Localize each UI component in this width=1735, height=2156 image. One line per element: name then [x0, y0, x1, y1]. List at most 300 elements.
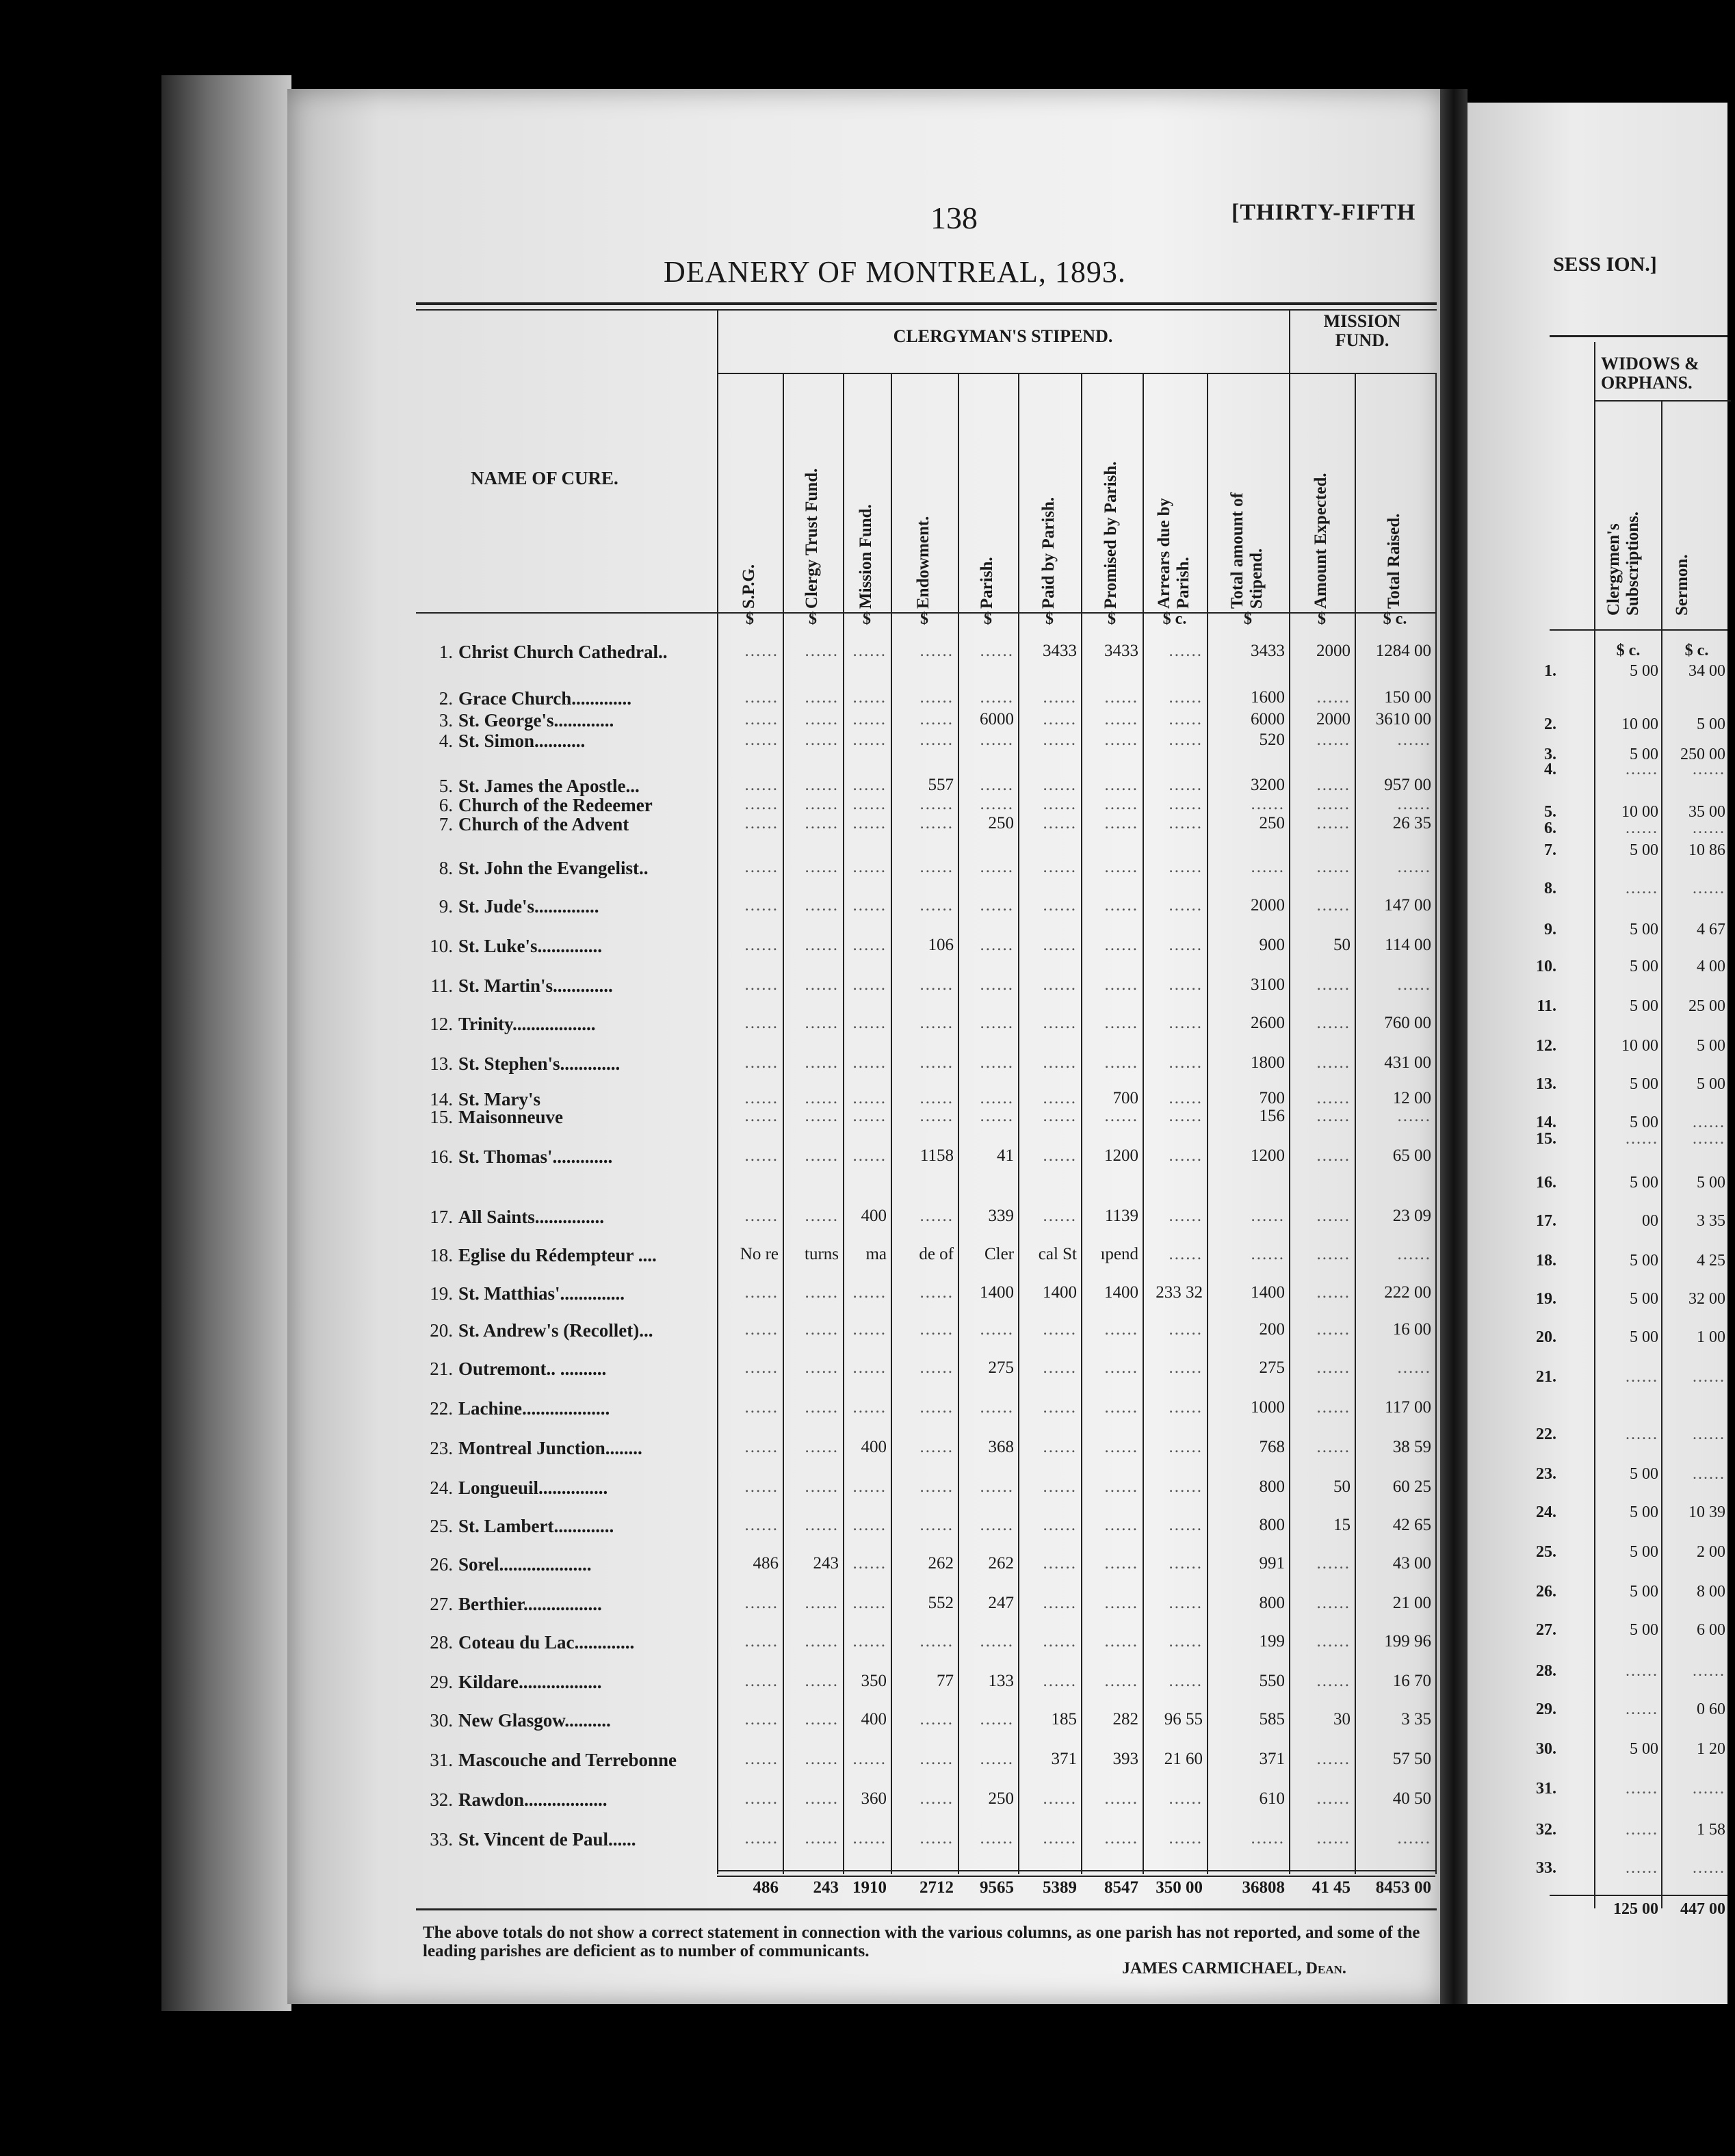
- cell-promised_by_parish: ......: [1104, 1320, 1138, 1339]
- cure-name: Mascouche and Terrebonne: [458, 1750, 677, 1770]
- cell-arrears: ......: [1169, 1477, 1203, 1496]
- column-header-total_raised: Total Raised.: [1385, 513, 1403, 609]
- rp-cell-subscriptions: ......: [1626, 1859, 1658, 1877]
- rp-row-number: 6.: [1544, 819, 1556, 837]
- cell-spg: ......: [744, 1107, 779, 1125]
- column-rule-1: [783, 373, 784, 1874]
- cell-endowment: 77: [937, 1672, 954, 1690]
- total-total_raised: 8453 00: [1375, 1878, 1431, 1897]
- cell-total_stipend: 371: [1259, 1750, 1285, 1768]
- cell-arrears: ......: [1169, 975, 1203, 994]
- cell-mission_fund: ......: [852, 731, 887, 749]
- cell-parish: ......: [980, 1710, 1014, 1728]
- rp-row-number: 27.: [1536, 1621, 1556, 1639]
- cell-clergy_trust: ......: [805, 1358, 839, 1377]
- cell-paid_by_parish: ......: [1043, 1594, 1077, 1612]
- row-number: 28.: [430, 1632, 453, 1653]
- cell-mission_fund: ......: [852, 1594, 887, 1612]
- unit-endowment: $: [920, 610, 928, 628]
- cell-total_stipend: 520: [1259, 731, 1285, 749]
- cell-amount_expected: ......: [1316, 1438, 1351, 1456]
- rp-cell-subscriptions: ......: [1626, 1425, 1658, 1443]
- cell-total_raised: ......: [1397, 731, 1431, 749]
- cell-total_stipend: 199: [1259, 1632, 1285, 1651]
- cell-total_raised: 3610 00: [1375, 710, 1431, 728]
- cell-paid_by_parish: ......: [1043, 731, 1077, 749]
- rp-row-number: 28.: [1536, 1662, 1556, 1680]
- row-number: 14.: [430, 1089, 453, 1109]
- cell-total_stipend: 1600: [1251, 688, 1285, 707]
- cell-paid_by_parish: ......: [1043, 1358, 1077, 1377]
- rp-cell-subscriptions: ......: [1626, 1780, 1658, 1798]
- row-label: [423, 1554, 592, 1575]
- cell-endowment: ......: [919, 1710, 954, 1728]
- cell-clergy_trust: ......: [805, 1107, 839, 1125]
- cell-parish: ......: [980, 936, 1014, 954]
- cell-promised_by_parish: ıpend: [1100, 1245, 1138, 1263]
- cell-total_raised: 147 00: [1384, 896, 1431, 915]
- cell-amount_expected: ......: [1316, 1750, 1351, 1768]
- cell-spg: ......: [744, 1089, 779, 1107]
- row-number: 33.: [430, 1829, 453, 1850]
- cell-endowment: ......: [919, 688, 954, 707]
- cell-spg: ......: [744, 1320, 779, 1339]
- column-header-promised_by_parish: Promised by Parish.: [1101, 461, 1120, 609]
- cell-paid_by_parish: ......: [1043, 896, 1077, 915]
- cell-parish: 250: [988, 814, 1014, 832]
- signature: JAMES CARMICHAEL, Dean.: [1122, 1960, 1346, 1977]
- rp-row-number: 1.: [1544, 662, 1556, 680]
- cell-total_stipend: 275: [1259, 1358, 1285, 1377]
- rp-cell-sermon: 5 00: [1697, 715, 1725, 733]
- rp-row-number: 5.: [1544, 803, 1556, 821]
- rp-cell-sermon: ......: [1693, 1425, 1725, 1443]
- row-number: 20.: [430, 1320, 453, 1341]
- cell-spg: ......: [744, 710, 779, 728]
- cell-promised_by_parish: ......: [1104, 1107, 1138, 1125]
- cell-endowment: ......: [919, 975, 954, 994]
- cell-endowment: ......: [919, 858, 954, 876]
- cell-endowment: ......: [919, 1320, 954, 1339]
- rp-row-number: 8.: [1544, 880, 1556, 897]
- cell-total_stipend: 3433: [1251, 642, 1285, 660]
- column-header-spg: S.P.G.: [740, 564, 758, 609]
- cell-clergy_trust: ......: [805, 776, 839, 794]
- cell-amount_expected: ......: [1316, 776, 1351, 794]
- cure-name: All Saints...............: [458, 1207, 605, 1227]
- cell-clergy_trust: ......: [805, 731, 839, 749]
- rp-cell-sermon: ......: [1693, 1662, 1725, 1680]
- rp-cell-subscriptions: 5 00: [1630, 1503, 1658, 1521]
- cure-name: Montreal Junction........: [458, 1438, 642, 1458]
- cell-total_stipend: ......: [1251, 858, 1285, 876]
- cell-total_stipend: 2000: [1251, 896, 1285, 915]
- row-number: 25.: [430, 1516, 453, 1536]
- cell-clergy_trust: ......: [805, 1089, 839, 1107]
- rp-cell-sermon: 4 00: [1697, 958, 1725, 975]
- rp-cell-subscriptions: 5 00: [1630, 1174, 1658, 1192]
- total-total_stipend: 36808: [1242, 1878, 1285, 1897]
- rp-column-header-1: Sermon.: [1673, 554, 1691, 616]
- cure-name: St. Mary's: [458, 1089, 540, 1109]
- row-number: 24.: [430, 1477, 453, 1498]
- row-label: [423, 1750, 677, 1771]
- cell-total_raised: 1284 00: [1375, 642, 1431, 660]
- cell-total_stipend: 250: [1259, 814, 1285, 832]
- rp-cell-sermon: 35 00: [1688, 803, 1725, 821]
- cure-name: St. Vincent de Paul......: [458, 1829, 636, 1850]
- cell-total_raised: 760 00: [1384, 1014, 1431, 1032]
- session-label-left: [THIRTY-FIFTH: [1231, 200, 1416, 225]
- cell-endowment: ......: [919, 1107, 954, 1125]
- row-number: 1.: [439, 642, 453, 662]
- rp-row-number: 26.: [1536, 1583, 1556, 1601]
- cell-spg: ......: [744, 1710, 779, 1728]
- name-of-cure-header: NAME OF CURE.: [471, 468, 618, 488]
- cell-total_raised: 957 00: [1384, 776, 1431, 794]
- cell-clergy_trust: ......: [805, 1632, 839, 1651]
- rp-cell-subscriptions: ......: [1626, 1130, 1658, 1148]
- total-amount_expected: 41 45: [1312, 1878, 1351, 1897]
- cell-clergy_trust: ......: [805, 814, 839, 832]
- cell-endowment: ......: [919, 1477, 954, 1496]
- cell-clergy_trust: ......: [805, 1829, 839, 1848]
- cell-total_stipend: 610: [1259, 1789, 1285, 1808]
- rp-row-number: 24.: [1536, 1503, 1556, 1521]
- rp-cell-sermon: ......: [1693, 819, 1725, 837]
- cell-mission_fund: ......: [852, 1398, 887, 1417]
- row-number: 26.: [430, 1554, 453, 1575]
- cell-arrears: ......: [1169, 1358, 1203, 1377]
- cell-endowment: de of: [919, 1245, 954, 1263]
- row-label: [423, 896, 599, 917]
- rp-cell-subscriptions: ......: [1626, 1662, 1658, 1680]
- cell-spg: ......: [744, 1594, 779, 1612]
- column-rule-0: [717, 311, 718, 1874]
- total-clergy_trust: 243: [813, 1878, 839, 1897]
- cell-parish: 6000: [980, 710, 1014, 728]
- cell-endowment: ......: [919, 1516, 954, 1534]
- rp-cell-sermon: 5 00: [1697, 1037, 1725, 1055]
- rp-row-number: 18.: [1536, 1252, 1556, 1270]
- cell-arrears: ......: [1169, 731, 1203, 749]
- cell-total_stipend: ......: [1251, 1207, 1285, 1225]
- rp-col-rule-1: [1594, 342, 1595, 1908]
- cell-mission_fund: ......: [852, 814, 887, 832]
- cell-arrears: ......: [1169, 814, 1203, 832]
- group-label-widows-orphans: WIDOWS & ORPHANS.: [1601, 354, 1699, 393]
- cell-clergy_trust: ......: [805, 1146, 839, 1165]
- rp-row-number: 15.: [1536, 1130, 1556, 1148]
- cell-parish: ......: [980, 1320, 1014, 1339]
- cell-paid_by_parish: ......: [1043, 1207, 1077, 1225]
- unit-mission_fund: $: [863, 610, 871, 628]
- cell-promised_by_parish: ......: [1104, 1398, 1138, 1417]
- cell-spg: ......: [744, 1789, 779, 1808]
- rp-cell-sermon: 3 35: [1697, 1212, 1725, 1230]
- cell-paid_by_parish: ......: [1043, 975, 1077, 994]
- row-label: [423, 1207, 604, 1228]
- cell-clergy_trust: ......: [805, 1320, 839, 1339]
- cell-parish: ......: [980, 1398, 1014, 1417]
- cell-total_stipend: 550: [1259, 1672, 1285, 1690]
- cell-paid_by_parish: ......: [1043, 1107, 1077, 1125]
- cell-spg: ......: [744, 1672, 779, 1690]
- cell-arrears: ......: [1169, 1632, 1203, 1651]
- page-number: 138: [930, 200, 978, 235]
- cell-promised_by_parish: ......: [1104, 858, 1138, 876]
- cell-arrears: ......: [1169, 1594, 1203, 1612]
- cell-parish: ......: [980, 1632, 1014, 1651]
- cell-amount_expected: ......: [1316, 1014, 1351, 1032]
- rp-cell-subscriptions: 5 00: [1630, 1290, 1658, 1308]
- cell-spg: ......: [744, 1283, 779, 1302]
- row-label: [423, 1789, 608, 1811]
- cell-clergy_trust: ......: [805, 688, 839, 707]
- totals-rule-2: [717, 1876, 1435, 1877]
- cell-total_raised: ......: [1397, 1107, 1431, 1125]
- cell-amount_expected: ......: [1316, 1146, 1351, 1165]
- rp-row-number: 21.: [1536, 1368, 1556, 1386]
- rp-cell-subscriptions: ......: [1626, 1700, 1658, 1718]
- cell-amount_expected: ......: [1316, 814, 1351, 832]
- cell-parish: ......: [980, 731, 1014, 749]
- row-number: 3.: [439, 710, 453, 731]
- cure-name: Coteau du Lac.............: [458, 1632, 635, 1653]
- cell-total_raised: 60 25: [1392, 1477, 1431, 1496]
- rp-cell-subscriptions: 5 00: [1630, 1740, 1658, 1758]
- rp-row-number: 22.: [1536, 1425, 1556, 1443]
- cell-total_raised: 16 70: [1392, 1672, 1431, 1690]
- totals-rule-1: [717, 1870, 1435, 1871]
- cell-parish: Cler: [984, 1245, 1014, 1263]
- row-number: 21.: [430, 1358, 453, 1379]
- cell-parish: 1400: [980, 1283, 1014, 1302]
- cell-arrears: ......: [1169, 710, 1203, 728]
- cell-promised_by_parish: 1139: [1104, 1207, 1138, 1225]
- rp-row-number: 10.: [1536, 958, 1556, 975]
- column-rule-2: [843, 373, 844, 1874]
- cell-spg: ......: [744, 814, 779, 832]
- cell-spg: ......: [744, 731, 779, 749]
- rp-cell-sermon: ......: [1693, 1130, 1725, 1148]
- cell-promised_by_parish: 1400: [1104, 1283, 1138, 1302]
- cell-arrears: ......: [1169, 642, 1203, 660]
- total-parish: 9565: [980, 1878, 1014, 1897]
- row-label: [423, 814, 629, 835]
- row-label: [423, 1358, 606, 1380]
- cure-name: St. Thomas'.............: [458, 1146, 613, 1167]
- rp-cell-sermon: 250 00: [1680, 746, 1725, 763]
- cell-paid_by_parish: ......: [1043, 1438, 1077, 1456]
- rp-cell-sermon: 10 39: [1688, 1503, 1725, 1521]
- cell-endowment: ......: [919, 1358, 954, 1377]
- cell-promised_by_parish: ......: [1104, 814, 1138, 832]
- row-number: 23.: [430, 1438, 453, 1458]
- cell-amount_expected: ......: [1316, 896, 1351, 915]
- unit-paid_by_parish: $: [1045, 610, 1054, 628]
- cell-paid_by_parish: ......: [1043, 858, 1077, 876]
- rp-total-sermon: 447 00: [1680, 1900, 1725, 1918]
- cell-clergy_trust: ......: [805, 1207, 839, 1225]
- cell-total_raised: 26 35: [1392, 814, 1431, 832]
- cell-endowment: ......: [919, 710, 954, 728]
- cell-parish: ......: [980, 776, 1014, 794]
- row-label: [423, 975, 613, 997]
- cell-mission_fund: 400: [861, 1438, 887, 1456]
- rp-cell-sermon: 32 00: [1688, 1290, 1725, 1308]
- cure-name: St. James the Apostle...: [458, 776, 640, 796]
- cell-amount_expected: ......: [1316, 1053, 1351, 1072]
- column-header-amount_expected: Amount Expected.: [1312, 473, 1330, 609]
- cell-mission_fund: ......: [852, 1516, 887, 1534]
- rp-group-underline: [1594, 400, 1731, 402]
- cell-total_raised: ......: [1397, 975, 1431, 994]
- cell-promised_by_parish: 393: [1112, 1750, 1138, 1768]
- cure-name: St. Simon...........: [458, 731, 586, 751]
- unit-clergy_trust: $: [809, 610, 817, 628]
- rp-row-number: 16.: [1536, 1174, 1556, 1192]
- unit-amount_expected: $: [1318, 610, 1326, 628]
- cell-promised_by_parish: ......: [1104, 1632, 1138, 1651]
- cell-paid_by_parish: ......: [1043, 776, 1077, 794]
- cell-parish: ......: [980, 975, 1014, 994]
- cell-arrears: ......: [1169, 688, 1203, 707]
- cell-mission_fund: ......: [852, 1554, 887, 1573]
- unit-total_raised: $ c.: [1383, 610, 1407, 628]
- totals-bottom-rule: [416, 1908, 1437, 1910]
- cell-total_raised: 12 00: [1392, 1089, 1431, 1107]
- cell-amount_expected: ......: [1316, 731, 1351, 749]
- cell-mission_fund: ......: [852, 1107, 887, 1125]
- rp-cell-sermon: 8 00: [1697, 1583, 1725, 1601]
- cell-amount_expected: 2000: [1316, 642, 1351, 660]
- cell-mission_fund: ......: [852, 710, 887, 728]
- row-number: 31.: [430, 1750, 453, 1770]
- cell-clergy_trust: ......: [805, 1438, 839, 1456]
- cell-endowment: ......: [919, 1789, 954, 1808]
- cell-total_raised: 199 96: [1384, 1632, 1431, 1651]
- rp-cell-sermon: ......: [1693, 1114, 1725, 1131]
- row-label: [423, 1672, 602, 1693]
- rp-row-number: 11.: [1537, 997, 1556, 1015]
- cell-mission_fund: ......: [852, 1632, 887, 1651]
- cell-mission_fund: ......: [852, 642, 887, 660]
- rp-cell-sermon: ......: [1693, 880, 1725, 897]
- unit-total_stipend: $: [1244, 610, 1252, 628]
- rp-total-subscriptions: 125 00: [1613, 1900, 1658, 1918]
- cell-clergy_trust: ......: [805, 1750, 839, 1768]
- cell-parish: ......: [980, 688, 1014, 707]
- cell-total_raised: 117 00: [1385, 1398, 1431, 1417]
- rp-cell-subscriptions: ......: [1626, 1368, 1658, 1386]
- rp-row-number: 23.: [1536, 1465, 1556, 1483]
- row-label: [423, 1320, 653, 1341]
- cell-arrears: ......: [1169, 1245, 1203, 1263]
- cure-name: Outremont.. ..........: [458, 1358, 607, 1379]
- rp-col-rule-2: [1661, 400, 1662, 1908]
- cell-amount_expected: ......: [1316, 1789, 1351, 1808]
- cure-name: Sorel....................: [458, 1554, 592, 1575]
- cell-promised_by_parish: ......: [1104, 1358, 1138, 1377]
- cell-endowment: 262: [928, 1554, 954, 1573]
- cell-paid_by_parish: ......: [1043, 1789, 1077, 1808]
- cure-name: St. Stephen's.............: [458, 1053, 621, 1074]
- cell-paid_by_parish: ......: [1043, 1398, 1077, 1417]
- cell-total_raised: ......: [1397, 1358, 1431, 1377]
- group-label-clergy-stipend: CLERGYMAN'S STIPEND.: [893, 326, 1113, 346]
- cell-mission_fund: ......: [852, 1089, 887, 1107]
- column-rule-5: [1018, 373, 1019, 1874]
- cell-arrears: 233 32: [1156, 1283, 1203, 1302]
- rp-row-number: 4.: [1544, 761, 1556, 778]
- rp-cell-sermon: 5 00: [1697, 1174, 1725, 1192]
- rp-cell-sermon: ......: [1693, 761, 1725, 778]
- cell-parish: ......: [980, 642, 1014, 660]
- cure-name: New Glasgow..........: [458, 1710, 611, 1731]
- rp-row-number: 32.: [1536, 1821, 1556, 1839]
- cell-amount_expected: 30: [1333, 1710, 1351, 1728]
- row-number: 5.: [439, 776, 453, 796]
- cell-clergy_trust: ......: [805, 1710, 839, 1728]
- rp-cell-subscriptions: 5 00: [1630, 841, 1658, 859]
- rp-cell-subscriptions: 5 00: [1630, 1621, 1658, 1639]
- cell-total_raised: 431 00: [1384, 1053, 1431, 1072]
- rp-cell-subscriptions: 5 00: [1630, 1075, 1658, 1093]
- cell-spg: ......: [744, 936, 779, 954]
- cell-endowment: ......: [919, 795, 954, 813]
- row-label: [423, 1398, 610, 1419]
- cell-promised_by_parish: 1200: [1104, 1146, 1138, 1165]
- row-label: [423, 1516, 614, 1537]
- cell-arrears: 21 60: [1164, 1750, 1203, 1768]
- column-rule-8: [1207, 373, 1208, 1874]
- cell-clergy_trust: ......: [805, 1398, 839, 1417]
- cell-total_stipend: 585: [1259, 1710, 1285, 1728]
- row-label: [423, 936, 602, 957]
- cell-total_stipend: 1200: [1251, 1146, 1285, 1165]
- cell-mission_fund: ......: [852, 1283, 887, 1302]
- cure-name: St. Martin's.............: [458, 975, 613, 996]
- cell-clergy_trust: ......: [805, 1789, 839, 1808]
- unit-parish: $: [984, 610, 992, 628]
- cell-parish: 133: [988, 1672, 1014, 1690]
- cell-clergy_trust: 243: [813, 1554, 839, 1573]
- cell-total_stipend: 1800: [1251, 1053, 1285, 1072]
- rp-unit-1: $ c.: [1684, 642, 1709, 659]
- row-number: 7.: [439, 814, 453, 834]
- cell-total_raised: 23 09: [1392, 1207, 1431, 1225]
- cell-arrears: ......: [1169, 776, 1203, 794]
- cure-name: St. Matthias'..............: [458, 1283, 625, 1304]
- group-underline-stipend: [717, 373, 1289, 374]
- row-label: [423, 1594, 602, 1615]
- rp-cell-subscriptions: ......: [1626, 1821, 1658, 1839]
- cell-parish: 250: [988, 1789, 1014, 1808]
- cell-arrears: ......: [1169, 936, 1203, 954]
- cell-parish: 247: [988, 1594, 1014, 1612]
- row-label: [423, 1107, 563, 1128]
- cell-clergy_trust: ......: [805, 896, 839, 915]
- cure-name: St. George's.............: [458, 710, 614, 731]
- cell-spg: ......: [744, 776, 779, 794]
- cell-amount_expected: ......: [1316, 1089, 1351, 1107]
- cell-total_stipend: 900: [1259, 936, 1285, 954]
- group-underline-mission: [1289, 373, 1435, 374]
- cell-endowment: 552: [928, 1594, 954, 1612]
- row-number: 29.: [430, 1672, 453, 1692]
- rp-unit-0: $ c.: [1616, 642, 1641, 659]
